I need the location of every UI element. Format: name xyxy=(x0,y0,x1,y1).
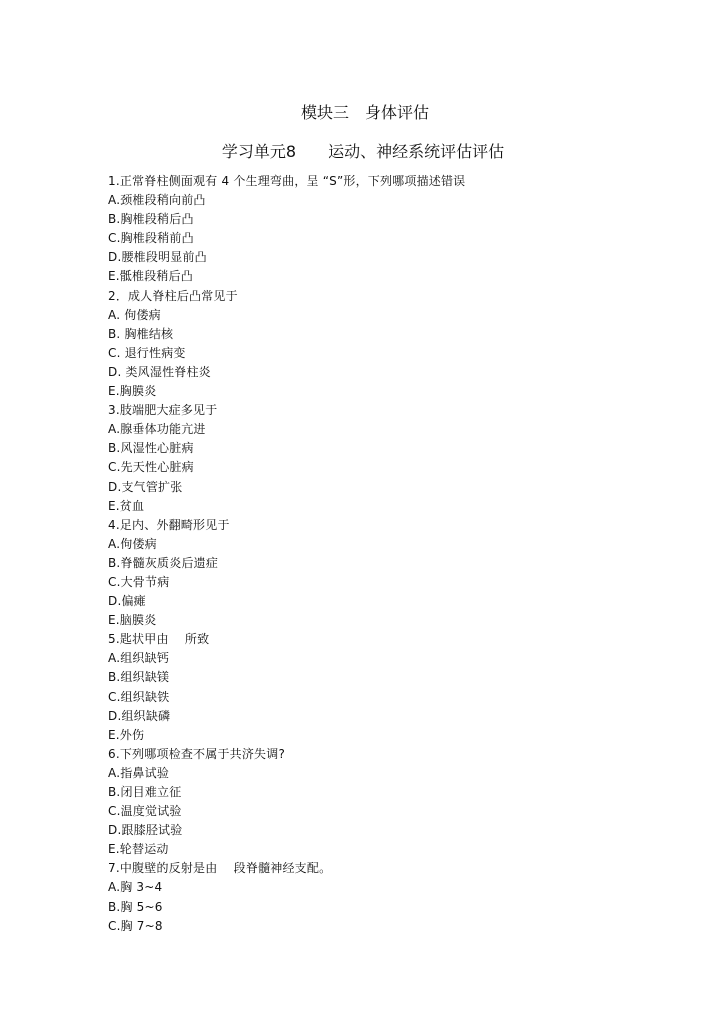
option-d: D.跟膝胫试验 xyxy=(108,823,183,838)
question-1 xyxy=(108,172,668,287)
option-a: A.组织缺钙 xyxy=(108,651,170,666)
option-c: C.组织缺铁 xyxy=(108,689,170,704)
unit-title: 学习单元8 运动、神经系统评估评估 xyxy=(221,142,505,161)
option-c: C.大骨节病 xyxy=(108,574,170,589)
option-b: B.胸 5~6 xyxy=(108,899,163,914)
question-2 xyxy=(108,287,668,402)
question-5 xyxy=(108,630,668,745)
option-c: C.胸 7~8 xyxy=(108,918,163,933)
question-stem: 1.正常脊柱侧面观有 4 个生理弯曲，呈 “S”形，下列哪项描述错误 xyxy=(108,174,466,188)
question-4 xyxy=(108,516,668,631)
option-a: A.颈椎段稍向前凸 xyxy=(108,193,206,208)
option-d: D. 类风湿性脊柱炎 xyxy=(108,364,211,379)
question-3 xyxy=(108,401,668,516)
option-b: B.闭目难立征 xyxy=(108,785,182,799)
option-e: E.贫血 xyxy=(108,498,145,513)
option-d: D.组织缺磷 xyxy=(108,708,171,723)
option-d: D.偏瘫 xyxy=(108,594,146,609)
question-6 xyxy=(108,745,668,860)
option-c: C.胸椎段稍前凸 xyxy=(108,231,194,246)
module-title: 模块三 身体评估 xyxy=(300,103,429,122)
option-e: E.外伤 xyxy=(108,727,145,742)
question-stem: 2．成人脊柱后凸常见于 xyxy=(108,288,238,303)
option-c: C.先天性心脏病 xyxy=(108,460,194,475)
option-d: D.支气管扩张 xyxy=(108,479,183,494)
option-b: B.组织缺镁 xyxy=(108,670,170,685)
question-stem: 6.下列哪项检查不属于共济失调? xyxy=(108,746,286,761)
option-c: C. 退行性病变 xyxy=(108,345,186,360)
question-stem: 5.匙状甲由 所致 xyxy=(108,632,210,647)
question-stem: 7.中腹壁的反射是由 段脊髓神经支配。 xyxy=(108,861,332,876)
question-stem: 4.足内、外翻畸形见于 xyxy=(108,517,230,532)
option-b: B.风湿性心脏病 xyxy=(108,441,194,456)
option-b: B.脊髓灰质炎后遗症 xyxy=(108,555,219,570)
question-list xyxy=(108,172,668,936)
option-a: A.佝偻病 xyxy=(108,536,157,551)
option-a: A.腺垂体功能亢进 xyxy=(108,422,206,437)
option-c: C.温度觉试验 xyxy=(108,804,182,819)
option-e: E.轮替运动 xyxy=(108,842,169,857)
option-b: B. 胸椎结核 xyxy=(108,326,174,341)
option-a: A.胸 3~4 xyxy=(108,880,163,895)
question-stem: 3.肢端肥大症多见于 xyxy=(108,403,218,418)
option-d: D.腰椎段明显前凸 xyxy=(108,250,207,265)
option-a: A.指鼻试验 xyxy=(108,765,170,780)
question-7 xyxy=(108,859,668,935)
option-a: A. 佝偻病 xyxy=(108,307,161,322)
option-e: E.骶椎段稍后凸 xyxy=(108,269,193,284)
option-e: E.脑膜炎 xyxy=(108,613,157,628)
option-b: B.胸椎段稍后凸 xyxy=(108,212,194,227)
option-e: E.胸膜炎 xyxy=(108,384,157,399)
